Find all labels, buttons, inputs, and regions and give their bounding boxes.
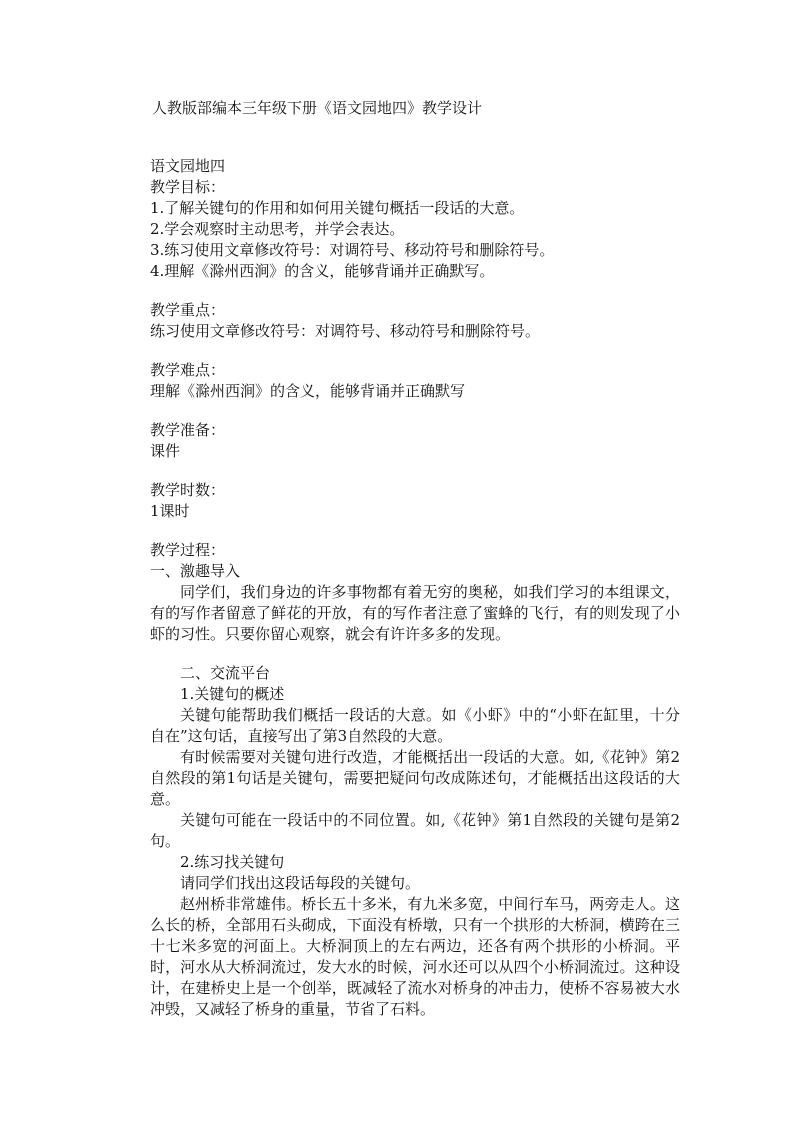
goal-item-2: 2.学会观察时主动思考，并学会表达。 xyxy=(150,220,405,238)
section2-sub1: 1.关键句的概述 xyxy=(180,685,285,703)
document-title: 人教版部编本三年级下册《语文园地四》教学设计 xyxy=(152,99,483,117)
section2-paragraph-3: 关键句可能在一段话中的不同位置。如,《花钟》第1自然段的关键句是第2句。 xyxy=(150,811,680,850)
section2-instruction: 请同学们找出这段话每段的关键句。 xyxy=(180,874,421,892)
bridge-passage: 赵州桥非常雄伟。桥长五十多米，有九米多宽，中间行车马，两旁走人。这么长的桥，全部用石头砌成，下面没有桥墩，只有一个拱形的大桥洞，横跨在三十七米多宽的河面上。大桥洞顶上的左右两边，还各有两个拱形的小桥洞。平时，河水从大桥洞流过，发大水的时候，河水还可以从四个小桥洞流过。这种设计，在建桥史上是一个创举，既减轻了流水对桥身的冲击力，使桥不容易被大水冲毁，又减轻了桥身的重量，节省了石料。 xyxy=(150,895,680,1018)
section2-sub2: 2.练习找关键句 xyxy=(180,853,285,871)
focus-label: 教学重点： xyxy=(150,301,226,319)
section1-heading: 一、激趣导入 xyxy=(150,562,241,580)
prep-text: 课件 xyxy=(150,442,181,460)
goal-item-4: 4.理解《滁州西涧》的含义，能够背诵并正确默写。 xyxy=(150,262,495,280)
lesson-body xyxy=(150,156,680,1020)
process-label: 教学过程： xyxy=(150,541,226,559)
difficulty-text: 理解《滁州西涧》的含义，能够背诵并正确默写 xyxy=(150,382,466,400)
section1-paragraph: 同学们，我们身边的许多事物都有着无穷的奥秘，如我们学习的本组课文，有的写作者留意了鲜花的开放，有的写作者注意了蜜蜂的飞行，有的则发现了小虾的习性。只要你留心观察，就会有许许多多的发现。 xyxy=(150,583,680,643)
section2-paragraph-1: 关键句能帮助我们概括一段话的大意。如《小虾》中的“小虾在缸里，十分自在”这句话，直接写出了第3自然段的大意。 xyxy=(150,706,680,745)
difficulty-label: 教学难点： xyxy=(150,361,226,379)
goals-label: 教学目标： xyxy=(150,178,226,196)
section2-paragraph-2: 有时候需要对关键句进行改造，才能概括出一段话的大意。如,《花钟》第2自然段的第1句话是关键句，需要把疑问句改成陈述句，才能概括出这段话的大意。 xyxy=(150,748,680,808)
goal-item-1: 1.了解关键句的作用和如何用关键句概括一段话的大意。 xyxy=(150,199,525,217)
prep-label: 教学准备： xyxy=(150,421,226,439)
hours-text: 1课时 xyxy=(150,502,190,520)
section2-heading: 二、交流平台 xyxy=(180,664,271,682)
lesson-heading: 语文园地四 xyxy=(150,157,226,175)
hours-label: 教学时数： xyxy=(150,481,226,499)
focus-text: 练习使用文章修改符号：对调符号、移动符号和删除符号。 xyxy=(150,322,541,340)
goal-item-3: 3.练习使用文章修改符号：对调符号、移动符号和删除符号。 xyxy=(150,241,555,259)
